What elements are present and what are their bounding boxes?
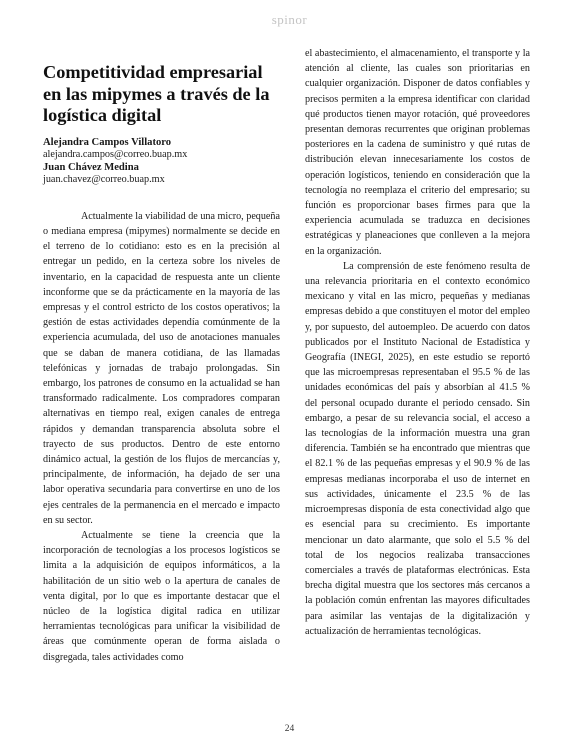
page-number: 24 (284, 724, 295, 734)
journal-brand: spinor (271, 12, 308, 27)
body-paragraph: Actualmente la viabilidad de una micro, pequeña o mediana empresa (mipymes) normalmente se decide en el terreno de lo cotidiano: esto es en la precisión al entregar un pedido, en la certeza sobre los niveles de inventario, en la capacidad de respuesta ante un cliente inconforme que se da prácticamente en la mayoría de las empresas y el control estricto de los costos operativos; la gestión de estas actividades dependía comúnmente de la experiencia acumulada, del uso de anotaciones manuales que se daban de manera cotidiana, de las llamadas telefónicas y jornadas de trabajo prolongadas. Sin embargo, los patrones de consumo en la actualidad se han transformado radicalmente. Los compradores comparan alternativas en tiempo real, exigen canales de entrega rápidos y demandan transparencia absoluta sobre el trayecto de sus productos. Dentro de este entorno dinámico actual, la gestión de los flujos de mercancías y, principalmente, de información, ha dejado de ser una labor operativa secundaria para convertirse en uno de los ejes centrales de la permanencia en el mercado e impacto en su sector. (43, 210, 280, 526)
body-paragraph: La comprensión de este fenómeno resulta de una relevancia prioritaria en el contexto económico mexicano y vital en las micro, pequeñas y medianas empresas debido a que constituyen el motor del empleo y, por supuesto, del autoempleo. De acuerdo con datos publicados por el Instituto Nacional de Estadística y Geografía (INEGI, 2025), en este estudio se reportó que las microempresas representaban el 95.5 % de las unidades económicas del país y absorbían al 41.5 % del personal ocupado durante el periodo censado. Sin embargo, a pesar de su relevancia social, el acceso a las tecnologías de la información muestra una gran diferencia. También se ha encontrado que mientras que el 82.1 % de las pequeñas empresas y el 90.9 % de las empresas medianas incorporaba el uso de internet en sus actividades, únicamente el 23.5 % de las microempresas disponía de esta conectividad algo que es esencial para su crecimiento. Es importante mencionar un dato alarmante, que solo el 5.5 % del total de los negocios realizaba transacciones comerciales a través de plataformas electrónicas. Esta brecha digital muestra que los sectores más cercanos a la población común enfrentan las mayores dificultades para asimilar las ventajas de la digitalización y actualización de herramientas tecnológicas. (305, 260, 530, 637)
author-name: Juan Chávez Medina (43, 162, 139, 174)
left-column (43, 62, 280, 665)
author-block (43, 136, 280, 187)
body-paragraph: el abastecimiento, el almacenamiento, el transporte y la atención al cliente, las cuales son prioritarias en cualquier organización. Disponer de datos confiables y precisos permiten a la empresa identificar con claridad qué productos tienen mayor rotación, qué proveedores presentan demoras recurrentes que originan problemas posteriores en la cadena de suministro y qué rutas de distribución elevan innecesariamente los costos de operación logísticos, teniendo en consideración que la tecnología no reemplaza el criterio del empresario; su función es proporcionar bases firmes para que la experiencia acumulada se traduzca en decisiones estratégicas y planeaciones que conlleven a la mejora en la organización. (305, 48, 530, 257)
article-title: Competitividad empresarial en las mipymes a través de la logística digital (43, 62, 270, 125)
author-name: Alejandra Campos Villatoro (43, 136, 172, 148)
author-email: alejandra.campos@correo.buap.mx (43, 148, 188, 160)
author-email: juan.chavez@correo.buap.mx (43, 174, 165, 186)
body-paragraph: Actualmente se tiene la creencia que la incorporación de tecnologías a los procesos logísticos se limita a la adquisición de equipos informáticos, a la habilitación de un sitio web o la apertura de canales de venta digital, por lo que es importante destacar que el núcleo de la logística digital radica en utilizar herramientas tecnológicas para unificar la visibilidad de áreas que comúnmente operan de forma aislada o disgregada, tales actividades como (43, 529, 280, 663)
right-column (305, 46, 530, 639)
